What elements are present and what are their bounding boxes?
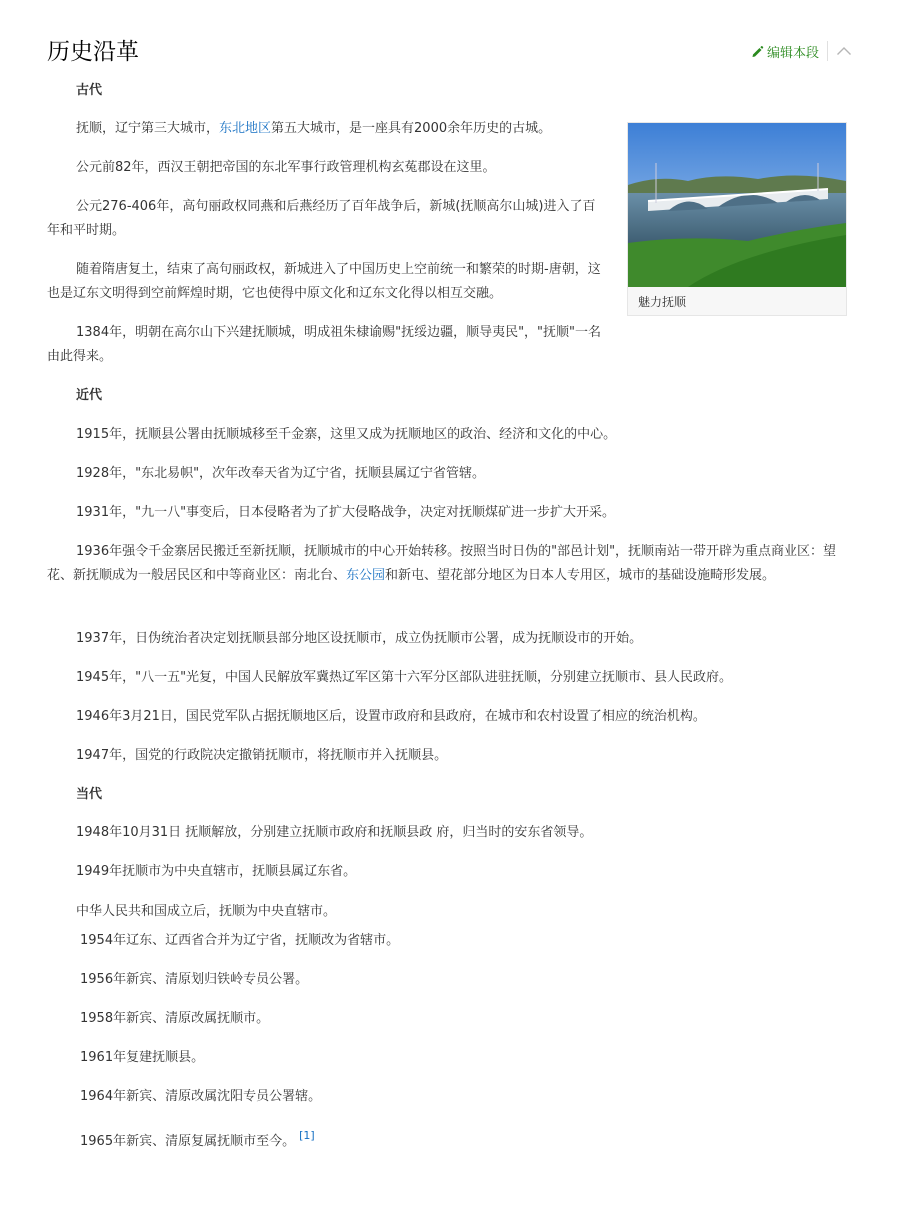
text: 1936年强令千金寨居民搬迁至新抚顺，抚顺城市的中心开始转移。按照当时日伪的"部邑计划"，抚顺南站一带开辟为重点商业区：望花、新抚顺成为一般居民区和中等商业区：南北台、 [47,544,837,583]
link-dongbei[interactable]: 东北地区 [219,121,272,136]
list-item [80,1127,315,1151]
paragraph [47,540,850,588]
bridge-photo [628,123,846,287]
paragraph: 1931年，"九一八"事变后，日本侵略者为了扩大侵略战争，决定对抚顺煤矿进一步扩大开采。 [76,505,616,520]
paragraph: 1937年，日伪统治者决定划抚顺县部分地区设抚顺市，成立伪抚顺市公署，成为抚顺设市的开始。 [76,631,643,646]
list-item: 1956年新宾、清原划归铁岭专员公署。 [80,972,309,987]
paragraph: 1945年，"八一五"光复，中国人民解放军冀热辽军区第十六军分区部队进驻抚顺，分别建立抚顺市、县人民政府。 [76,670,733,685]
edit-section-label: 编辑本段 [766,45,819,61]
heading-ancient: 古代 [76,83,103,98]
heading-modern: 近代 [76,388,103,403]
text: 抚顺，辽宁第三大城市， [76,121,220,136]
text: 1965年新宾、清原复属抚顺市至今。 [80,1134,296,1149]
paragraph: 中华人民共和国成立后，抚顺为中央直辖市。 [76,904,337,919]
divider [827,41,828,61]
edit-section-button[interactable] [751,42,827,61]
paragraph: 1384年，明朝在高尔山下兴建抚顺城，明成祖朱棣谕赐"抚绥边疆，顺导夷民"，"抚顺"一名由此得来。 [47,325,602,364]
list-item: 1954年辽东、辽西省合并为辽宁省，抚顺改为省辖市。 [80,933,400,948]
paragraph: 1948年10月31日 抚顺解放，分别建立抚顺市政府和抚顺县政 府，归当时的安东省领导。 [76,825,593,840]
text: 和新屯、望花部分地区为日本人专用区，城市的基础设施畸形发展。 [385,568,776,583]
chevron-up-icon [836,46,852,56]
paragraph [47,117,602,141]
section-tools [751,40,854,62]
pencil-icon [751,45,764,58]
list-item: 1961年复建抚顺县。 [80,1050,205,1065]
paragraph: 1949年抚顺市为中央直辖市，抚顺县属辽东省。 [76,864,357,879]
paragraph: 1915年，抚顺县公署由抚顺城移至千金寨，这里又成为抚顺地区的政治、经济和文化的中心。 [76,427,617,442]
paragraph: 1947年，国党的行政院决定撤销抚顺市，将抚顺市并入抚顺县。 [76,748,448,763]
paragraph: 随着隋唐复土，结束了高句丽政权，新城进入了中国历史上空前统一和繁荣的时期-唐朝，这也是辽东文明得到空前辉煌时期，它也使得中原文化和辽东文化得以相互交融。 [47,262,601,301]
collapse-section-button[interactable] [834,41,854,61]
paragraph: 1946年3月21日，国民党军队占据抚顺地区后，设置市政府和县政府，在城市和农村设置了相应的统治机构。 [76,709,706,724]
paragraph: 公元前82年，西汉王朝把帝国的东北军事行政管理机构玄菟郡设在这里。 [76,160,496,175]
list-item: 1964年新宾、清原改属沈阳专员公署辖。 [80,1089,322,1104]
section-title: 历史沿革 [47,39,139,65]
heading-contemporary: 当代 [76,787,103,802]
image-figure[interactable] [627,122,847,316]
reference-link[interactable]: [1] [299,1129,315,1142]
paragraph: 公元276-406年，高句丽政权同燕和后燕经历了百年战争后，新城(抚顺高尔山城)进入了百年和平时期。 [47,199,596,238]
paragraph: 1928年，"东北易帜"，次年改奉天省为辽宁省，抚顺县属辽宁省管辖。 [76,466,486,481]
image-caption: 魅力抚顺 [638,295,687,309]
list-item: 1958年新宾、清原改属抚顺市。 [80,1011,270,1026]
link-donggongyuan[interactable]: 东公园 [346,568,386,583]
text: 第五大城市，是一座具有2000余年历史的古城。 [271,121,552,136]
